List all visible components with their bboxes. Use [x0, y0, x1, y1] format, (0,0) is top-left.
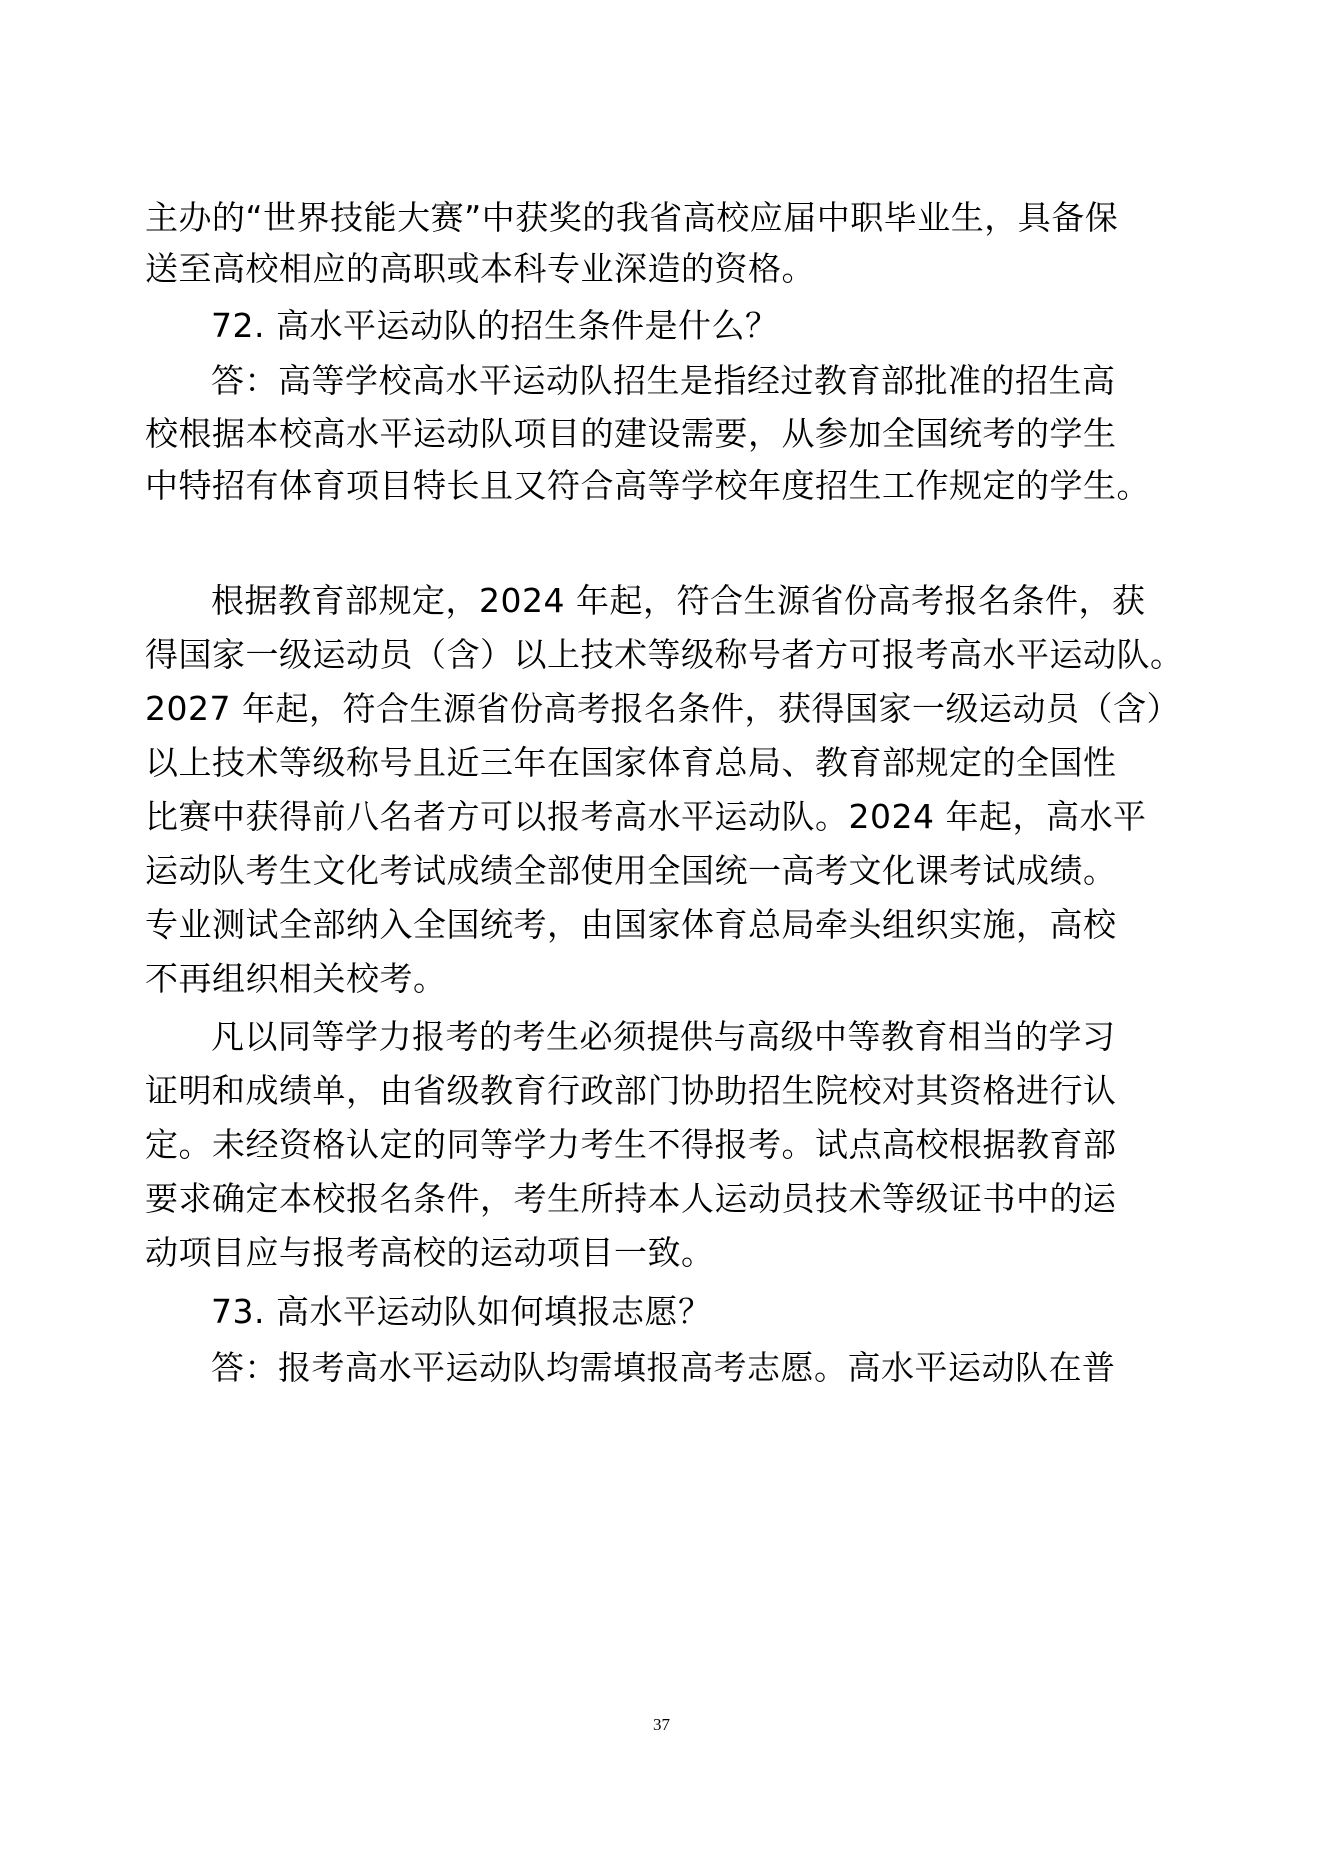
- answer-line: 答：高等学校高水平运动队招生是指经过教育部批准的招生高: [211, 361, 1116, 400]
- question-heading: 73. 高水平运动队如何填报志愿？: [211, 1292, 712, 1331]
- text-line: 专业测试全部纳入全国统考，由国家体育总局牵头组织实施，高校: [145, 905, 1117, 944]
- text-line: 主办的“世界技能大赛”中获奖的我省高校应届中职毕业生，具备保: [145, 198, 1119, 237]
- question-heading: 72. 高水平运动队的招生条件是什么？: [211, 306, 779, 345]
- answer-line: 答：报考高水平运动队均需填报高考志愿。高水平运动队在普: [211, 1348, 1116, 1387]
- paragraph-start: 凡以同等学力报考的考生必须提供与高级中等教育相当的学习: [211, 1017, 1116, 1056]
- paragraph-start: 根据教育部规定，2024 年起，符合生源省份高考报名条件，获: [211, 581, 1146, 620]
- text-line: 中特招有体育项目特长且又符合高等学校年度招生工作规定的学生。: [145, 466, 1150, 505]
- text-line: 动项目应与报考高校的运动项目一致。: [145, 1233, 715, 1272]
- text-line: 比赛中获得前八名者方可以报考高水平运动队。2024 年起，高水平: [145, 797, 1147, 836]
- text-line: 送至高校相应的高职或本科专业深造的资格。: [145, 249, 815, 288]
- text-line: 以上技术等级称号且近三年在国家体育总局、教育部规定的全国性: [145, 743, 1117, 782]
- text-line: 不再组织相关校考。: [145, 959, 447, 998]
- text-line: 得国家一级运动员（含）以上技术等级称号者方可报考高水平运动队。: [145, 635, 1184, 674]
- page-number: 37: [653, 1715, 670, 1734]
- text-line: 证明和成绩单，由省级教育行政部门协助招生院校对其资格进行认: [145, 1071, 1117, 1110]
- text-line: 2027 年起，符合生源省份高考报名条件，获得国家一级运动员（含）: [145, 689, 1180, 728]
- text-line: 校根据本校高水平运动队项目的建设需要，从参加全国统考的学生: [145, 414, 1117, 453]
- text-line: 定。未经资格认定的同等学力考生不得报考。试点高校根据教育部: [145, 1125, 1117, 1164]
- text-line: 要求确定本校报名条件，考生所持本人运动员技术等级证书中的运: [145, 1179, 1117, 1218]
- text-line: 运动队考生文化考试成绩全部使用全国统一高考文化课考试成绩。: [145, 851, 1117, 890]
